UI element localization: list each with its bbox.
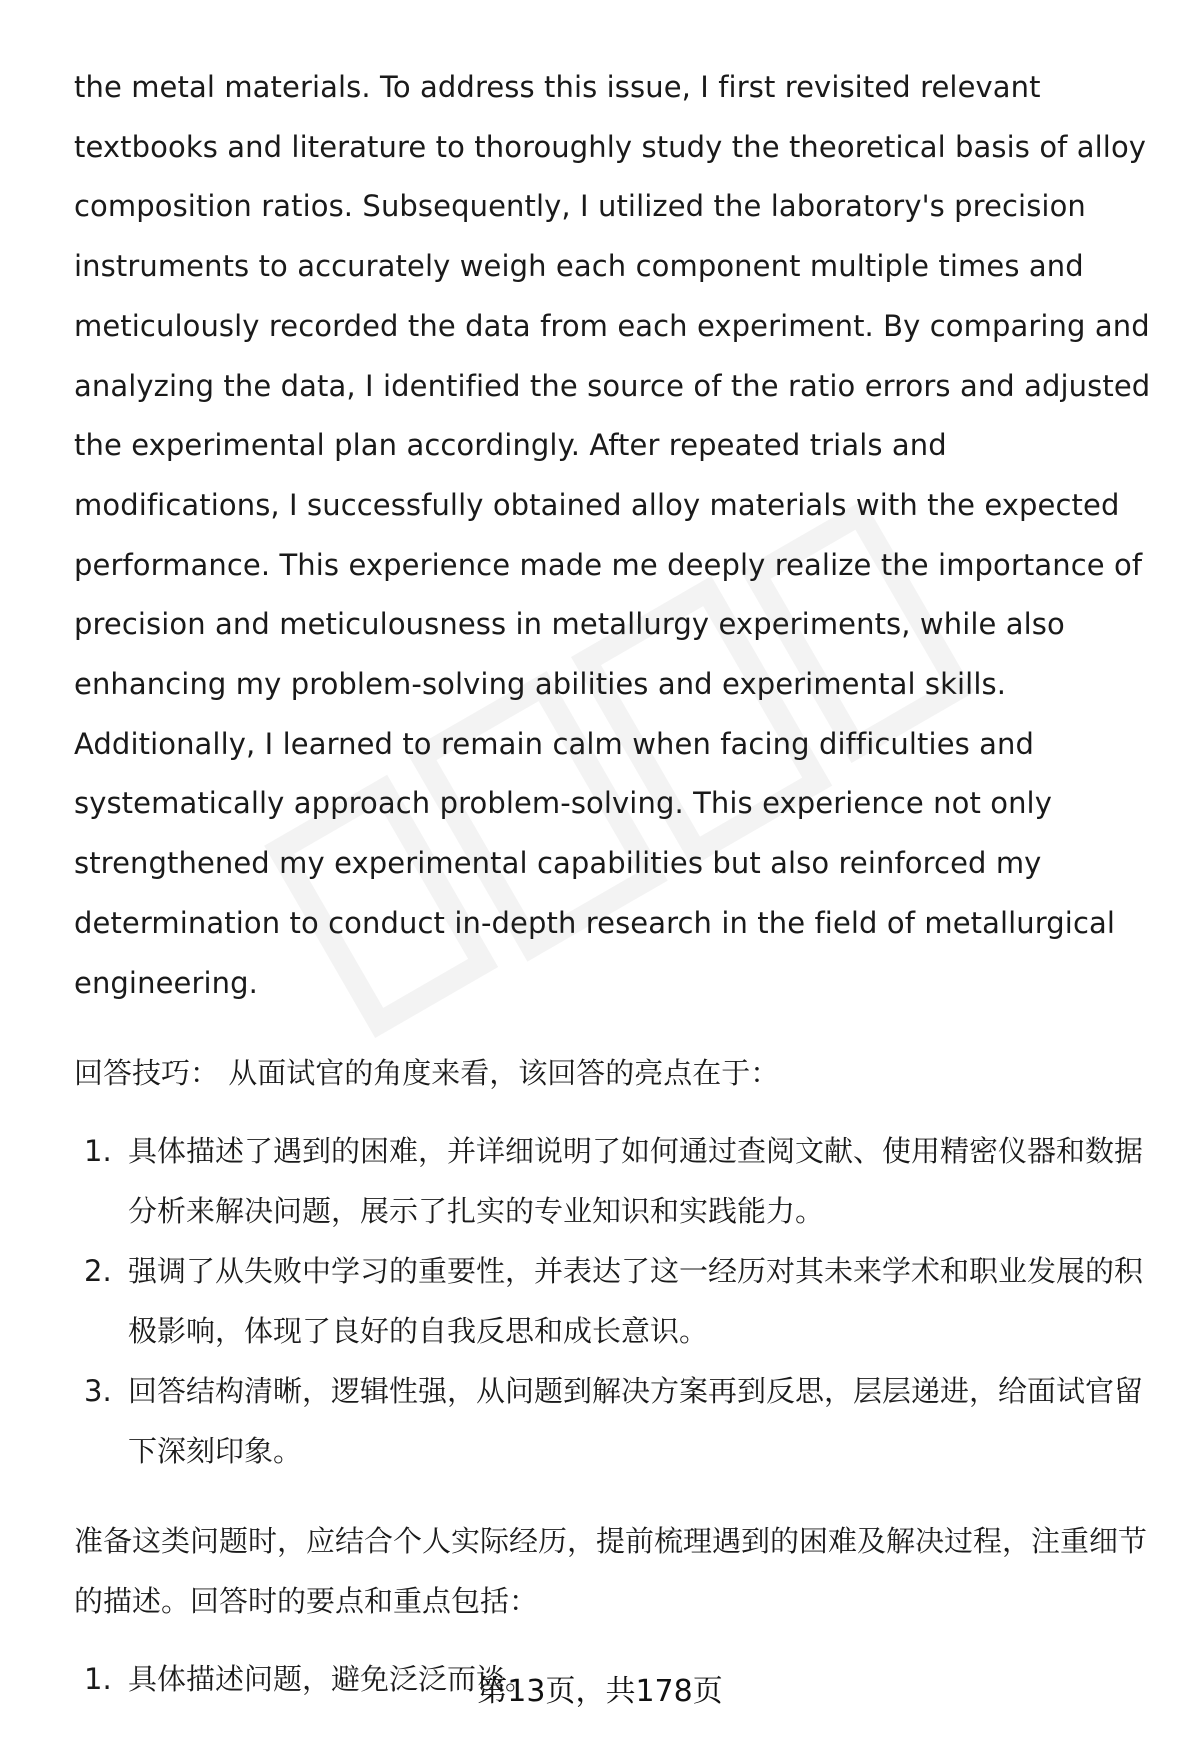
list-item-text: 具体描述了遇到的困难，并详细说明了如何通过查阅文献、使用精密仪器和数据分析来解决问题，展示了扎实的专业知识和实践能力。 [128, 1134, 1144, 1229]
document-page [74, 58, 1154, 1709]
tips-heading [74, 1043, 1154, 1103]
list-item-number: 3. [84, 1374, 112, 1409]
list-item [74, 1361, 1154, 1481]
list-item-number: 1. [84, 1134, 112, 1169]
list-item-text: 回答结构清晰，逻辑性强，从问题到解决方案再到反思，层层递进，给面试官留下深刻印象。 [128, 1374, 1144, 1469]
list-item-text: 具体描述问题，避免泛泛而谈。 [128, 1662, 535, 1697]
tips-list [74, 1121, 1154, 1481]
tips-intro: 从面试官的角度来看，该回答的亮点在于： [228, 1056, 780, 1091]
list-item-text: 强调了从失败中学习的重要性，并表达了这一经历对其未来学术和职业发展的积极影响，体现了良好的自我反思和成长意识。 [128, 1254, 1144, 1349]
list-item-number: 1. [84, 1662, 112, 1697]
tips-label: 回答技巧： [74, 1056, 220, 1091]
list-item-number: 2. [84, 1254, 112, 1289]
list-item [74, 1121, 1154, 1241]
list-item [74, 1241, 1154, 1361]
prep-paragraph: 准备这类问题时，应结合个人实际经历，提前梳理遇到的困难及解决过程，注重细节的描述。回答时的要点和重点包括： [74, 1524, 1148, 1619]
page-number: 第13页，共178页 [477, 1674, 723, 1709]
body-paragraph: the metal materials. To address this issue, I first revisited relevant textbooks and literature to thoroughly study the theoretical basis of alloy composition ratios. Subsequently, I utilized the laboratory's precision instruments to accurately weigh each component multiple times and meticulously recorded the data from each experiment. By comparing and analyzing the data, I identified the source of the ratio errors and adjusted the experimental plan accordingly. After repeated trials and modifications, I successfully obtained alloy materials with the expected performance. This experience made me deeply realize the importance of precision and meticulousness in metallurgy experiments, while also enhancing my problem-solving abilities and experimental skills. Additionally, I learned to remain calm when facing difficulties and systematically approach problem-solving. This experience not only strengthened my experimental capabilities but also reinforced my determination to conduct in-depth research in the field of metallurgical engineering. [74, 70, 1151, 1000]
